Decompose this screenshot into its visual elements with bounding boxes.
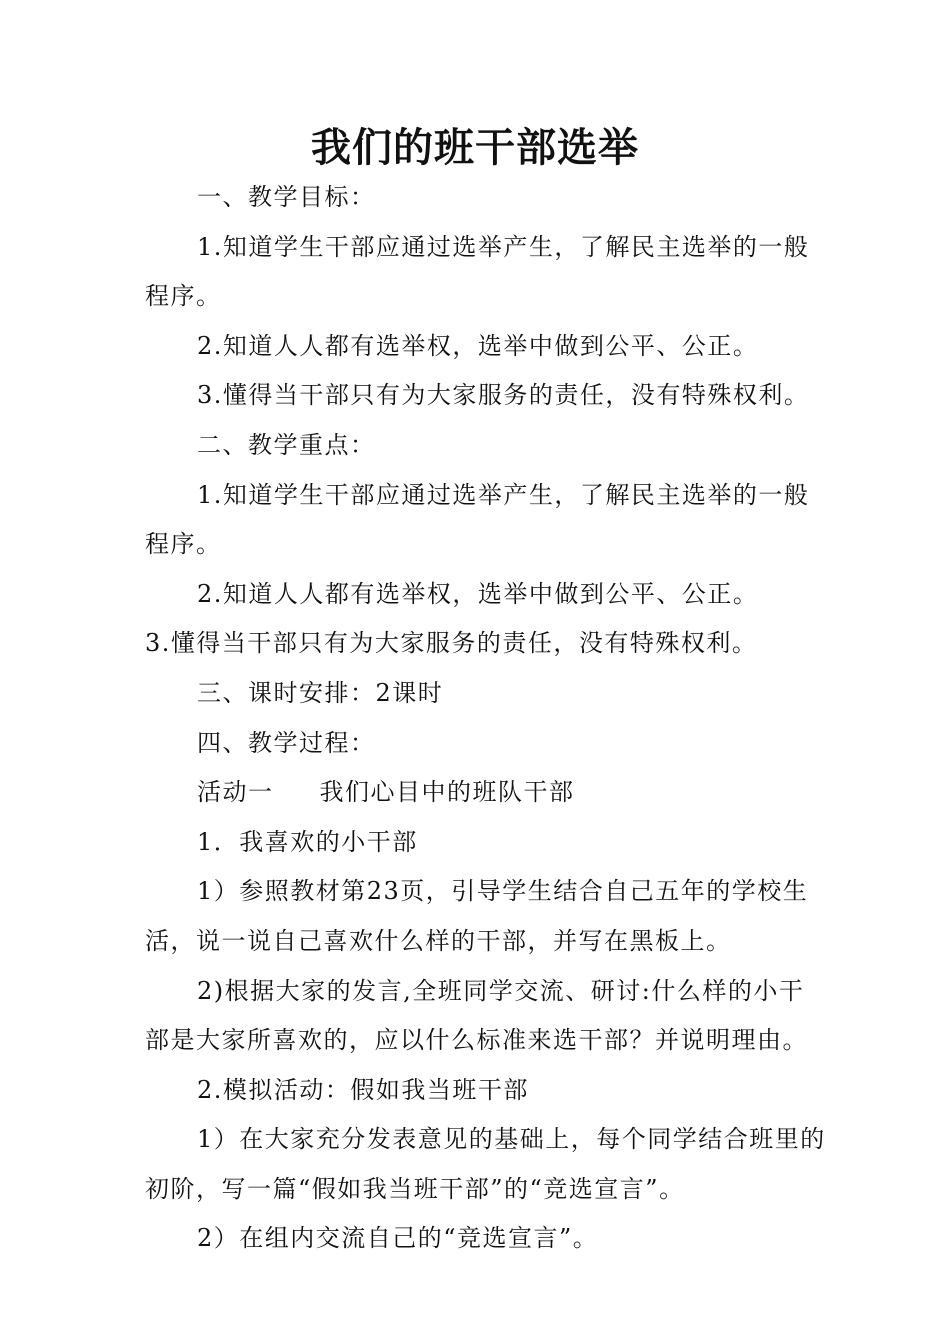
paragraph-line: 1）在大家充分发表意见的基础上，每个同学结合班里的: [197, 1125, 826, 1154]
paragraph-line: 2.知道人人都有选举权，选举中做到公平、公正。: [197, 331, 759, 360]
activity-label: 活动一: [197, 778, 274, 807]
paragraph-line: 部是大家所喜欢的，应以什么标准来选干部？并说明理由。: [145, 1026, 808, 1055]
paragraph-line: 2）在组内交流自己的“竞选宣言”。: [197, 1224, 599, 1253]
section-heading-schedule: 三、课时安排：2课时: [197, 678, 444, 707]
section-heading-key-points: 二、教学重点：: [197, 430, 376, 459]
paragraph-line: 1．我喜欢的小干部: [197, 827, 418, 856]
paragraph-line: 3.懂得当干部只有为大家服务的责任，没有特殊权利。: [145, 629, 758, 658]
document-body: [145, 173, 826, 1264]
activity-heading: [145, 768, 813, 818]
paragraph-line: 1.知道学生干部应通过选举产生，了解民主选举的一般: [197, 232, 810, 261]
paragraph-line: 初阶，写一篇“假如我当班干部”的“竞选宣言”。: [145, 1174, 685, 1203]
document-title: 我们的班干部选举: [311, 124, 639, 171]
paragraph-line: 2.模拟活动：假如我当班干部: [197, 1075, 529, 1104]
paragraph-line: 1.知道学生干部应通过选举产生，了解民主选举的一般: [197, 480, 810, 509]
paragraph-line: 程序。: [145, 282, 222, 311]
section-heading-process: 四、教学过程：: [197, 728, 376, 757]
paragraph-line: 1）参照教材第23页，引导学生结合自己五年的学校生: [197, 877, 809, 906]
paragraph-line: 3.懂得当干部只有为大家服务的责任，没有特殊权利。: [197, 381, 810, 410]
paragraph-line: 活，说一说自己喜欢什么样的干部，并写在黑板上。: [145, 926, 732, 955]
paragraph-line: 2)根据大家的发言,全班同学交流、研讨:什么样的小干: [197, 976, 805, 1005]
paragraph-line: 2.知道人人都有选举权，选举中做到公平、公正。: [197, 579, 759, 608]
section-heading-objectives: 一、教学目标：: [197, 183, 376, 211]
paragraph-line: 程序。: [145, 530, 222, 559]
activity-title: 我们心目中的班队干部: [319, 778, 575, 807]
